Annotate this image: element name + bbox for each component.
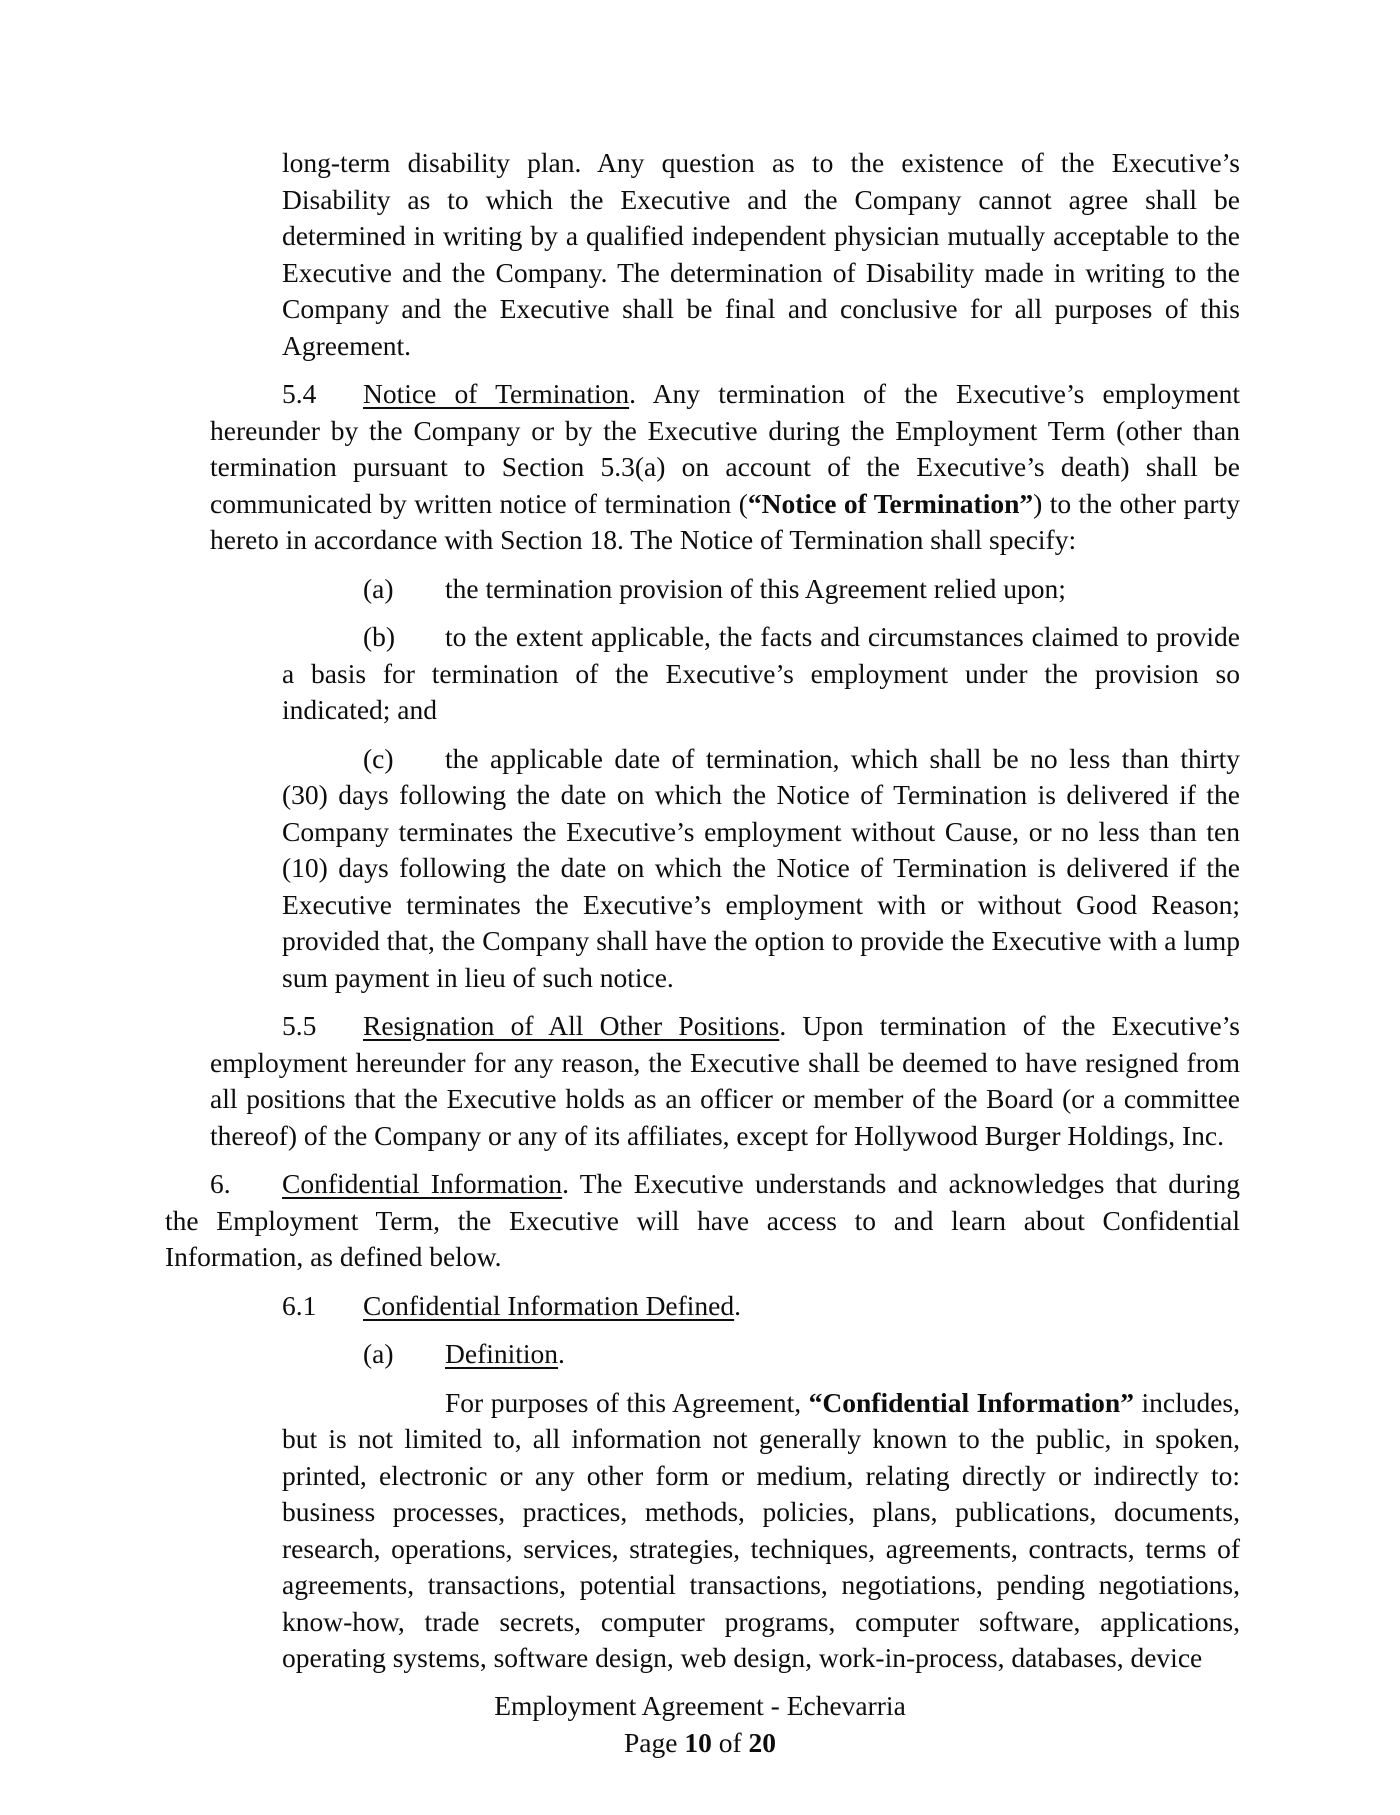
section-number: 5.4: [282, 378, 317, 409]
body-text: long-term disability plan. Any question as to the existence of the Executive’s Disability as to which the Executive and the Company cannot agree shall be determined in writing by a qualified independent physician mutually acceptable to the Executive and the Company. The determination of Disability made in writing to the Company and the Executive shall be final and conclusive for all purposes of this Agreement.: [282, 147, 1240, 361]
paragraph-b: [282, 619, 1240, 729]
section-number: 5.5: [282, 1010, 317, 1041]
paragraph-c: [282, 741, 1240, 997]
heading-text: Resignation of All Other Positions: [363, 1010, 780, 1041]
heading-text: Notice of Termination: [363, 378, 630, 409]
body-text: includes, but is not limited to, all information not generally known to the public, in spoken, printed, electronic or any other form or medium, relating directly or indirectly to: business processes, practices, methods, policies, plans, publications, documents, research, operations, services, strategies, techniques, agreements, contracts, terms of agreements, transactions, potential transactions, negotiations, pending negotiations, know-how, trade secrets, computer programs, computer software, applications, operating systems, software design, web design, work-in-process, databases, device: [282, 1386, 1240, 1673]
body-text: .: [734, 1289, 742, 1321]
paragraph: [282, 145, 1240, 364]
body-text: the termination provision of this Agreement relied upon;: [445, 572, 1066, 604]
body-text: .: [558, 1338, 565, 1369]
paragraph: [282, 1385, 1240, 1677]
section-number: (b): [363, 621, 396, 652]
body-text: For purposes of this Agreement,: [445, 1386, 809, 1418]
body-text: . Any termination of the Executive’s employment hereunder by the Company or by the Executive during the Employment Term (other than termination pursuant to Section 5.3(a) on account of the Executive’s death) shall be communicated by written notice of termination (: [210, 378, 1240, 519]
body-text: “Confidential Information”: [808, 1386, 1134, 1418]
body-text: to the extent applicable, the facts and circumstances claimed to provide a basis for termination of the Executive’s employment under the provision so indicated; and: [282, 621, 1240, 725]
section-number: (a): [363, 572, 394, 604]
paragraph-6: [165, 1166, 1240, 1276]
heading-text: Confidential Information: [282, 1168, 563, 1199]
paragraph-54: [210, 376, 1240, 559]
body-text: “Notice of Termination”: [747, 487, 1034, 519]
body-text: 10: [684, 1726, 712, 1758]
body-text: the applicable date of termination, which shall be no less than thirty (30) days following the date on which the Notice of Termination is delivered if the Company terminates the Executive’s employment without Cause, or no less than ten (10) days following the date on which the Notice of Termination is delivered if the Executive terminates the Executive’s employment with or without Good Reason; provided that, the Company shall have the option to provide the Executive with a lump sum payment in lieu of such notice.: [282, 742, 1240, 993]
footer: [0, 1688, 1400, 1761]
footer-page-number: [0, 1725, 1400, 1762]
heading-text: Confidential Information Defined: [363, 1289, 735, 1321]
section-number: (a): [363, 1338, 394, 1369]
paragraph-61: [210, 1288, 1240, 1325]
document-body: [165, 145, 1240, 1689]
body-text: Page: [623, 1726, 685, 1758]
body-text: . The Executive understands and acknowledges that during the Employment Term, the Executive will have access to and learn about Confidential Information, as defined below.: [165, 1168, 1240, 1272]
section-number: (c): [363, 742, 394, 774]
paragraph-a: [282, 1336, 1240, 1373]
section-number: 6.1: [282, 1289, 317, 1321]
footer-doc-title: Employment Agreement - Echevarria: [494, 1690, 906, 1721]
body-text: 20: [748, 1726, 776, 1758]
body-text: ) to the other party hereto in accordance with Section 18. The Notice of Termination shall specify:: [210, 487, 1240, 555]
paragraph-55: [210, 1008, 1240, 1154]
body-text: of: [711, 1726, 749, 1758]
section-number: 6.: [210, 1168, 231, 1199]
paragraph-a: [282, 571, 1240, 608]
body-text: . Upon termination of the Executive’s employment hereunder for any reason, the Executive shall be deemed to have resigned from all positions that the Executive holds as an officer or member of the Board (or a committee thereof) of the Company or any of its affiliates, except for Hollywood Burger Holdings, Inc.: [210, 1010, 1240, 1151]
heading-text: Definition: [445, 1338, 559, 1369]
